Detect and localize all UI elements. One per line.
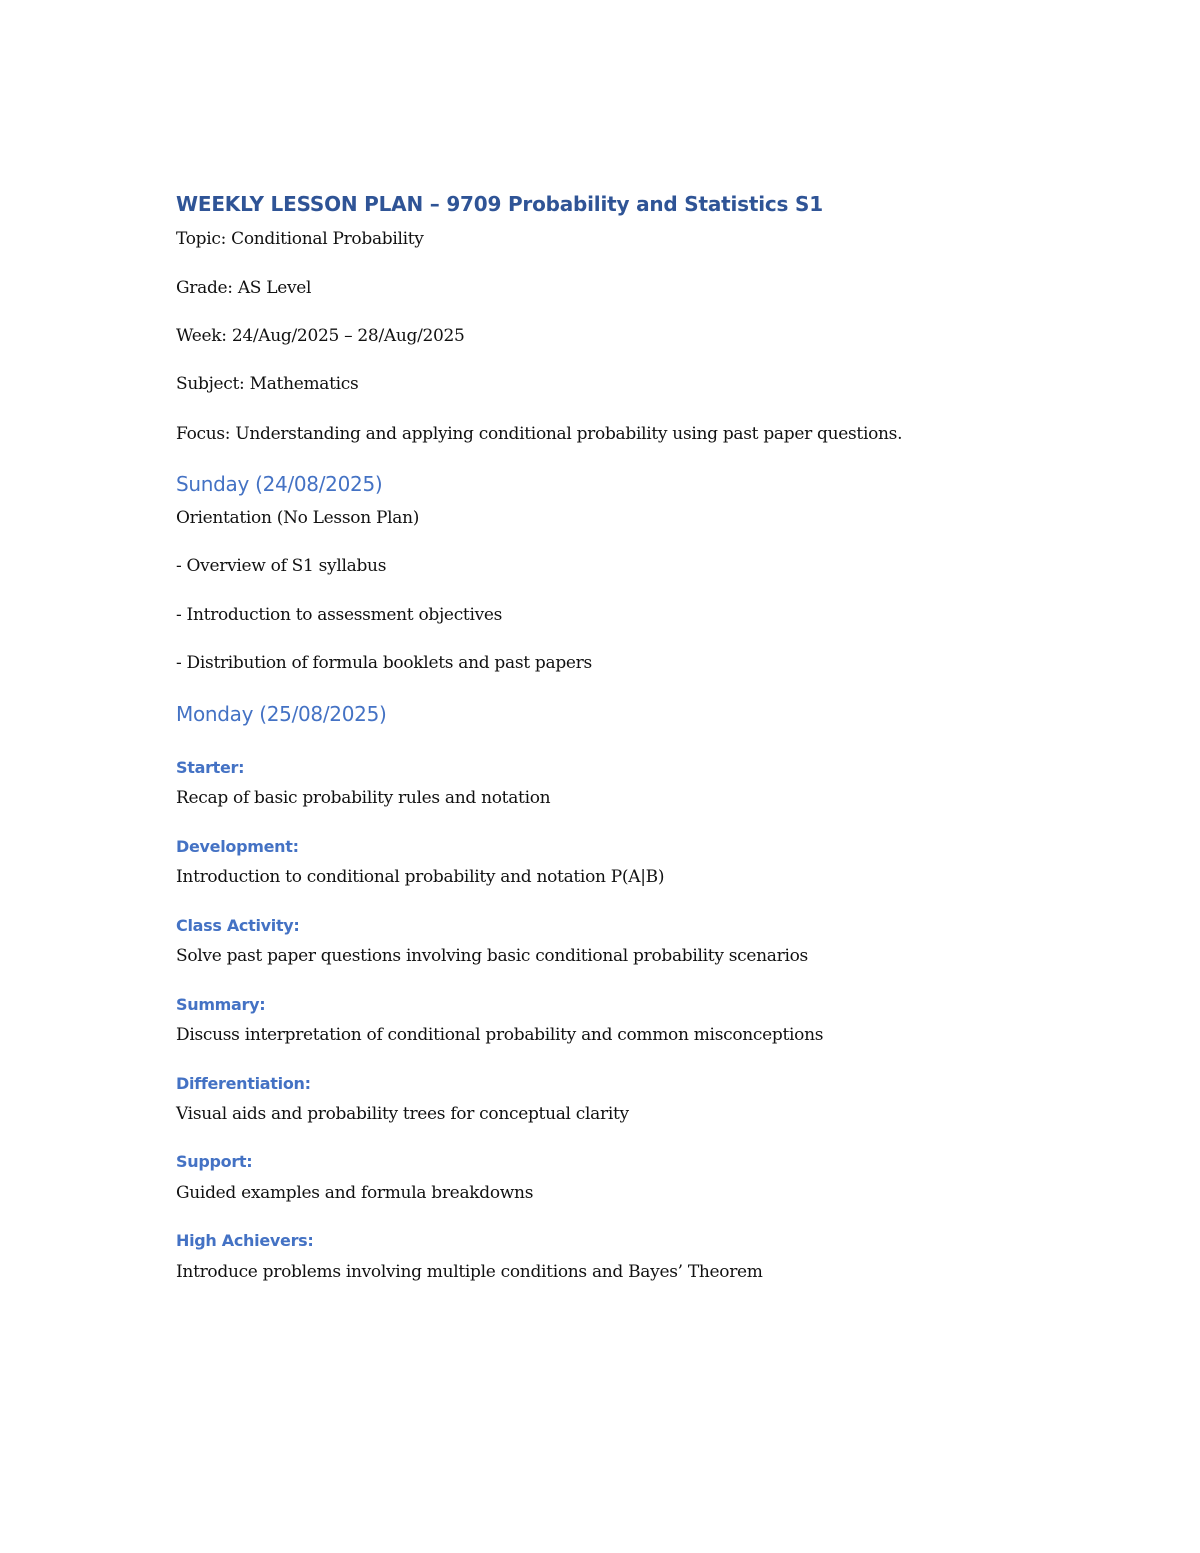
support-text: Guided examples and formula breakdowns xyxy=(176,1183,534,1203)
development-text: Introduction to conditional probability and notation P(A|B) xyxy=(176,867,665,887)
document-title: WEEKLY LESSON PLAN – 9709 Probability and Statistics S1 xyxy=(176,192,823,216)
topic-line: Topic: Conditional Probability xyxy=(176,229,424,249)
monday-heading: Monday (25/08/2025) xyxy=(176,702,387,726)
summary-label: Summary: xyxy=(176,995,266,1014)
class-activity-text: Solve past paper questions involving basic conditional probability scenarios xyxy=(176,946,808,966)
differentiation-label: Differentiation: xyxy=(176,1074,311,1093)
sunday-line: Orientation (No Lesson Plan) xyxy=(176,508,420,528)
development-label: Development: xyxy=(176,837,299,856)
grade-line: Grade: AS Level xyxy=(176,278,312,298)
starter-label: Starter: xyxy=(176,758,245,777)
sunday-line: - Distribution of formula booklets and past papers xyxy=(176,653,592,673)
sunday-line: - Introduction to assessment objectives xyxy=(176,605,503,625)
subject-line: Subject: Mathematics xyxy=(176,374,359,394)
sunday-line: - Overview of S1 syllabus xyxy=(176,556,387,576)
week-line: Week: 24/Aug/2025 – 28/Aug/2025 xyxy=(176,326,465,346)
starter-text: Recap of basic probability rules and notation xyxy=(176,788,551,808)
high-achievers-label: High Achievers: xyxy=(176,1231,314,1250)
class-activity-label: Class Activity: xyxy=(176,916,300,935)
focus-line: Focus: Understanding and applying conditional probability using past paper questions. xyxy=(176,424,903,444)
summary-text: Discuss interpretation of conditional probability and common misconceptions xyxy=(176,1025,824,1045)
high-achievers-text: Introduce problems involving multiple conditions and Bayes’ Theorem xyxy=(176,1262,763,1282)
support-label: Support: xyxy=(176,1152,253,1171)
sunday-heading: Sunday (24/08/2025) xyxy=(176,472,383,496)
differentiation-text: Visual aids and probability trees for conceptual clarity xyxy=(176,1104,629,1124)
